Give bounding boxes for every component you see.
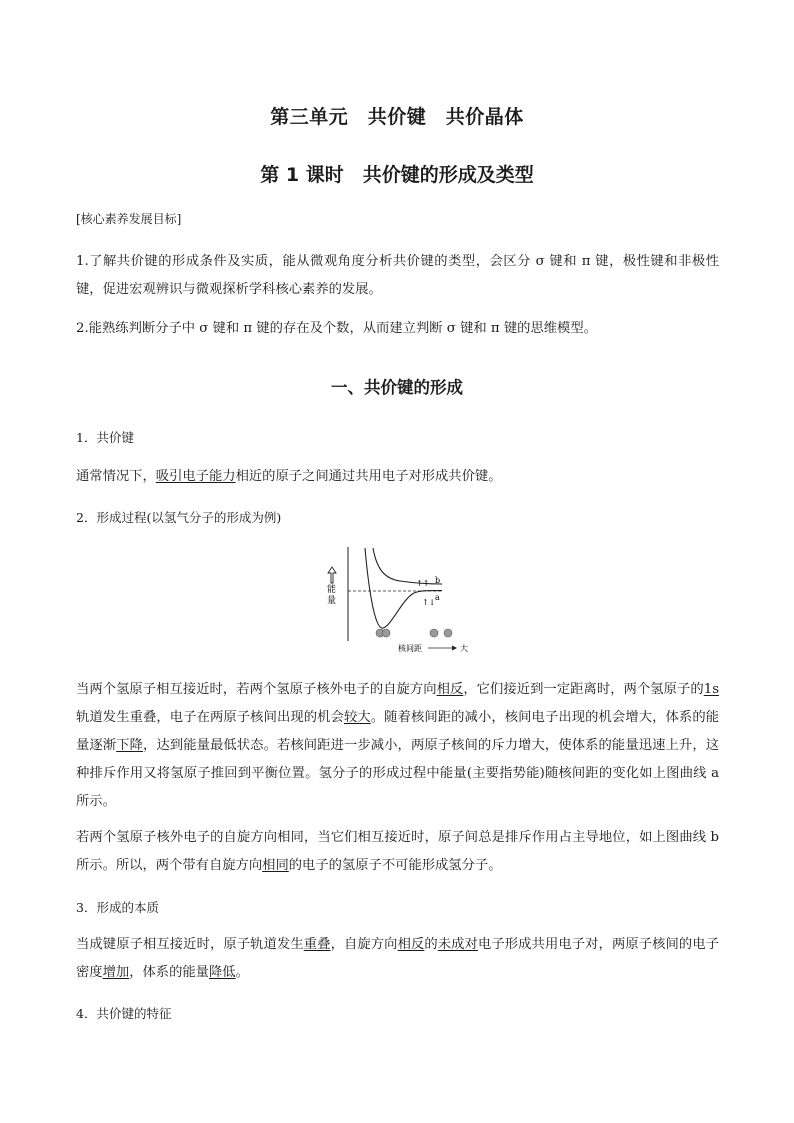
goal-item-2: 2.能熟练判断分子中 σ 键和 π 键的存在及个数，从而建立判断 σ 键和 π 键的思维模型。 [76,321,597,336]
goal-item-1: 1.了解共价键的形成条件及实质，能从微观角度分析共价键的类型，会区分 σ 键和 π 键，极性键和非极性键，促进宏观辨识与微观探析学科核心素养的发展。 [76,254,719,297]
text-segment: 当成键原子相互接近时，原子轨道发生 [76,937,304,952]
subheading-characteristics: 4．共价键的特征 [76,1006,172,1021]
underlined-answer: 相同 [262,858,289,873]
underlined-answer: 重叠 [303,937,331,952]
text-segment: 的电子的氢原子不可能形成氢分子。 [288,858,502,873]
text-segment: ，体系的能量 [129,965,209,980]
energy-up-arrow-icon [328,567,336,583]
underlined-answer: 相反 [397,937,425,952]
text-segment: 的 [424,937,438,952]
curve-b [373,548,442,584]
lesson-title: 第 1 课时 共价键的形成及类型 [260,164,534,186]
paragraph-same-spin [76,824,719,880]
spin-antiparallel-arrows-icon: ↑↓ [422,598,436,607]
text-segment: ，自旋方向 [330,937,398,952]
energy-curve-svg [318,543,478,661]
text-segment: 若两个氢原子核外电子的自旋方向相同，当它们相互接近时，原子间总是排斥作用占主导地位，如上图曲线 b 所示。所以，两个带有自旋方向 [76,830,719,873]
paragraph-essence [76,931,719,987]
section-title: 一、共价键的形成 [331,378,463,397]
curve-b-label: b [435,576,441,585]
y-axis-label-char: 能 [327,585,337,595]
underlined-answer: 下降 [116,738,143,753]
subheading-formation-process: 2．形成过程(以氢气分子的形成为例) [76,510,282,525]
underlined-answer: 较大 [343,710,371,725]
underlined-answer: 相反 [436,682,464,697]
goals-label: [核心素养发展目标] [76,212,182,226]
spin-parallel-arrows-icon: ↑↑ [416,579,430,588]
separated-hydrogen-atom [444,629,452,637]
text-segment: 相近的原子之间通过共用电子对形成共价键。 [235,469,502,484]
text-segment: 通常情况下， [76,469,156,484]
text-segment: 。 [235,965,249,980]
subheading-covalent-bond: 1．共价键 [76,430,134,445]
text-segment: ，它们接近到一定距离时，两个氢原子的 [463,682,704,697]
underlined-answer: 吸引电子能力 [155,469,236,484]
underlined-answer: 1s [703,682,720,697]
text-segment: 当两个氢原子相互接近时，若两个氢原子核外电子的自旋方向 [76,682,437,697]
text-segment: 轨道发生重叠，电子在两原子核间出现的机会 [76,710,344,725]
curve-a-label: a [435,593,440,602]
text-segment: ，达到能量最低状态。若核间距进一步减小，两原子核间的斥力增大，使体系的能量迅速上升，这种排斥作用又将氢原子推回到平衡位置。氢分子的形成过程中能量(主要指势能)随核间距的变化如上图曲线 a 所示。 [76,738,720,809]
text-segment: 。随着核间距的减小，核间电子出现的机会增大，体系的能量逐渐 [76,710,720,753]
text-segment: 电子形成共用电子对，两原子核间的电子密度 [76,937,720,980]
energy-curve-figure [318,543,478,661]
separated-hydrogen-atom [430,629,438,637]
bonded-hydrogen-atom [382,629,390,637]
x-axis-arrow-end-label: 大 [460,644,468,653]
unit-title: 第三单元 共价键 共价晶体 [270,106,524,128]
x-axis-arrowhead-icon [452,646,457,651]
underlined-answer: 增加 [102,965,130,980]
subheading-essence: 3．形成的本质 [76,900,159,915]
underlined-answer: 降低 [208,965,236,980]
x-axis-label: 核间距 [398,644,422,653]
paragraph-definition [76,463,719,491]
underlined-answer: 未成对 [437,937,478,952]
y-axis-label-char: 量 [327,596,337,606]
paragraph-formation [76,676,719,816]
